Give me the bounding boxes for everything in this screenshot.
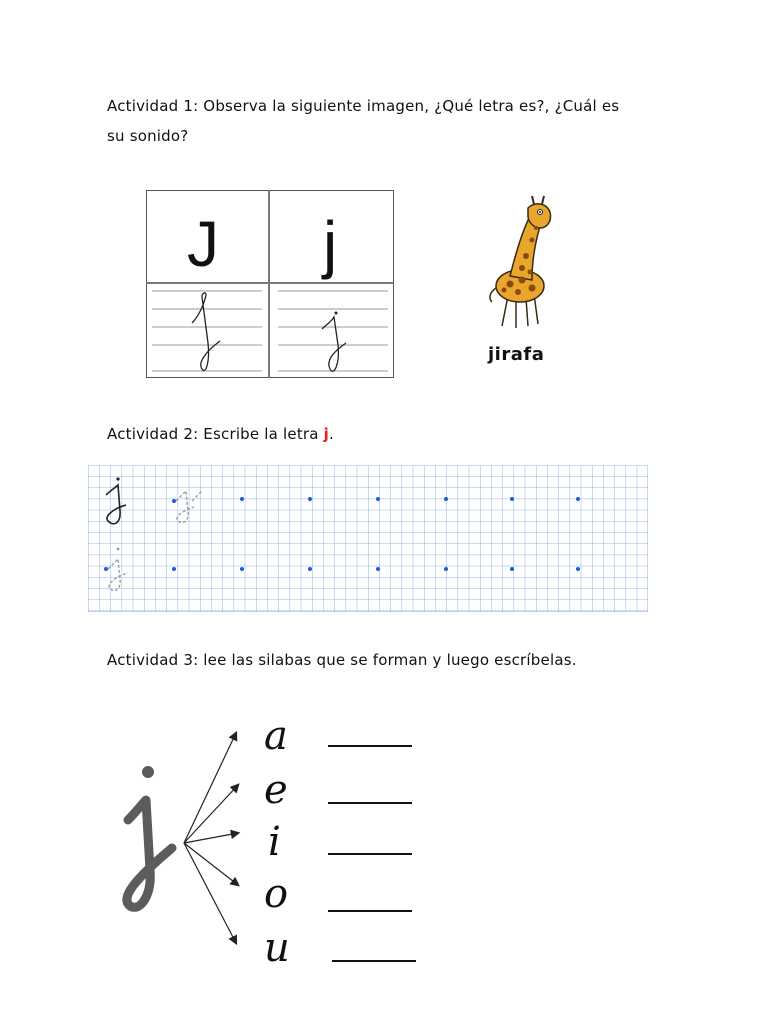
activity-3-instructions: Actividad 3: lee las silabas que se forman y luego escríbelas. xyxy=(107,651,577,669)
cursive-lowercase-j xyxy=(322,317,346,371)
writing-grid xyxy=(88,465,648,612)
giraffe-caption: jirafa xyxy=(488,344,545,365)
answer-blank-o[interactable] xyxy=(328,910,412,912)
vowel-u: u xyxy=(264,925,290,971)
answer-blank-e[interactable] xyxy=(328,802,412,804)
cursive-j-rows xyxy=(146,283,394,378)
print-lowercase-j: j xyxy=(323,208,338,280)
vowel-o: o xyxy=(264,871,289,917)
answer-blank-u[interactable] xyxy=(332,960,416,962)
vowel-i: i xyxy=(268,819,281,865)
activity-2-letter: j xyxy=(323,425,329,443)
activity-1-instructions xyxy=(107,93,707,149)
vowel-e: e xyxy=(264,767,288,813)
answer-blank-a[interactable] xyxy=(328,745,412,747)
activity-1-line-2: su sonido? xyxy=(107,127,189,145)
print-uppercase-j: J xyxy=(187,208,219,280)
syllable-arrows xyxy=(170,725,270,955)
activity-2-prefix: Actividad 2: Escribe la letra xyxy=(107,425,324,443)
answer-blank-i[interactable] xyxy=(328,853,412,855)
vowel-a: a xyxy=(264,713,288,759)
activity-2-instructions xyxy=(107,421,334,447)
vowel-column xyxy=(258,708,302,971)
giraffe-illustration xyxy=(480,192,560,332)
activity-2-suffix: . xyxy=(328,425,334,443)
activity-1-line-1: Actividad 1: Observa la siguiente imagen, ¿Qué letra es?, ¿Cuál es xyxy=(107,97,620,115)
cursive-uppercase-j xyxy=(192,293,220,371)
